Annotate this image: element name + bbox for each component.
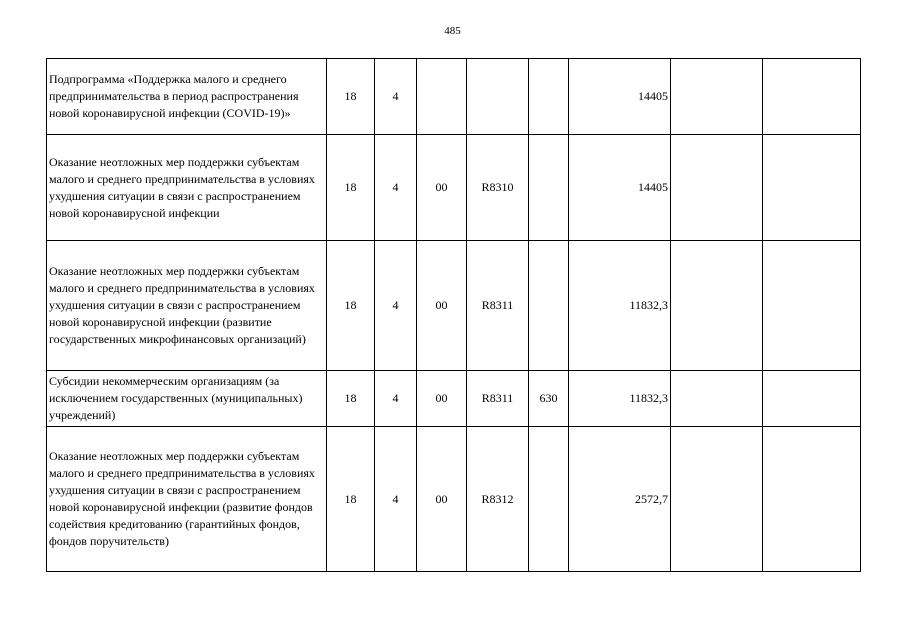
- row-program: 00: [417, 135, 467, 241]
- row-expense-type: [529, 241, 569, 371]
- row-expense-type: [529, 135, 569, 241]
- row-grbs: 18: [327, 427, 375, 572]
- row-expense-type: [529, 59, 569, 135]
- row-col8: [671, 241, 763, 371]
- row-section: 4: [375, 241, 417, 371]
- row-section: 4: [375, 371, 417, 427]
- row-name: Оказание неотложных мер поддержки субъектам малого и среднего предпринимательства в условиях ухудшения ситуации в связи с распространением новой коронавирусной инфекции (развитие фондов содействия кредитованию (гарантийных фондов, фондов поручительств): [47, 427, 327, 572]
- row-program: 00: [417, 241, 467, 371]
- row-col9: [763, 241, 861, 371]
- row-grbs: 18: [327, 241, 375, 371]
- row-grbs: 18: [327, 135, 375, 241]
- row-target: R8311: [467, 241, 529, 371]
- row-amount: 14405: [569, 59, 671, 135]
- row-amount: 14405: [569, 135, 671, 241]
- table-row: [47, 427, 861, 572]
- row-section: 4: [375, 59, 417, 135]
- row-col8: [671, 371, 763, 427]
- row-expense-type: [529, 427, 569, 572]
- row-expense-type: 630: [529, 371, 569, 427]
- row-col8: [671, 135, 763, 241]
- row-target: R8311: [467, 371, 529, 427]
- row-name: Субсидии некоммерческим организациям (за исключением государственных (муниципальных) учреждений): [47, 371, 327, 427]
- table-row: [47, 59, 861, 135]
- row-target: R8312: [467, 427, 529, 572]
- row-grbs: 18: [327, 371, 375, 427]
- table-row: [47, 135, 861, 241]
- row-col9: [763, 59, 861, 135]
- row-program: 00: [417, 371, 467, 427]
- row-target: [467, 59, 529, 135]
- row-name: Оказание неотложных мер поддержки субъектам малого и среднего предпринимательства в условиях ухудшения ситуации в связи с распространением новой коронавирусной инфекции: [47, 135, 327, 241]
- row-section: 4: [375, 135, 417, 241]
- row-target: R8310: [467, 135, 529, 241]
- row-amount: 11832,3: [569, 241, 671, 371]
- row-amount: 11832,3: [569, 371, 671, 427]
- row-col9: [763, 135, 861, 241]
- row-amount: 2572,7: [569, 427, 671, 572]
- budget-table: [46, 58, 861, 572]
- row-col9: [763, 427, 861, 572]
- table-row: [47, 371, 861, 427]
- page-number: 485: [444, 25, 461, 37]
- row-program: 00: [417, 427, 467, 572]
- row-col9: [763, 371, 861, 427]
- row-name: Оказание неотложных мер поддержки субъектам малого и среднего предпринимательства в условиях ухудшения ситуации в связи с распространением новой коронавирусной инфекции (развитие государственных микрофинансовых организаций): [47, 241, 327, 371]
- row-grbs: 18: [327, 59, 375, 135]
- row-col8: [671, 59, 763, 135]
- table-row: [47, 241, 861, 371]
- row-section: 4: [375, 427, 417, 572]
- row-name: Подпрограмма «Поддержка малого и среднего предпринимательства в период распространения новой коронавирусной инфекции (COVID-19)»: [47, 59, 327, 135]
- row-program: [417, 59, 467, 135]
- row-col8: [671, 427, 763, 572]
